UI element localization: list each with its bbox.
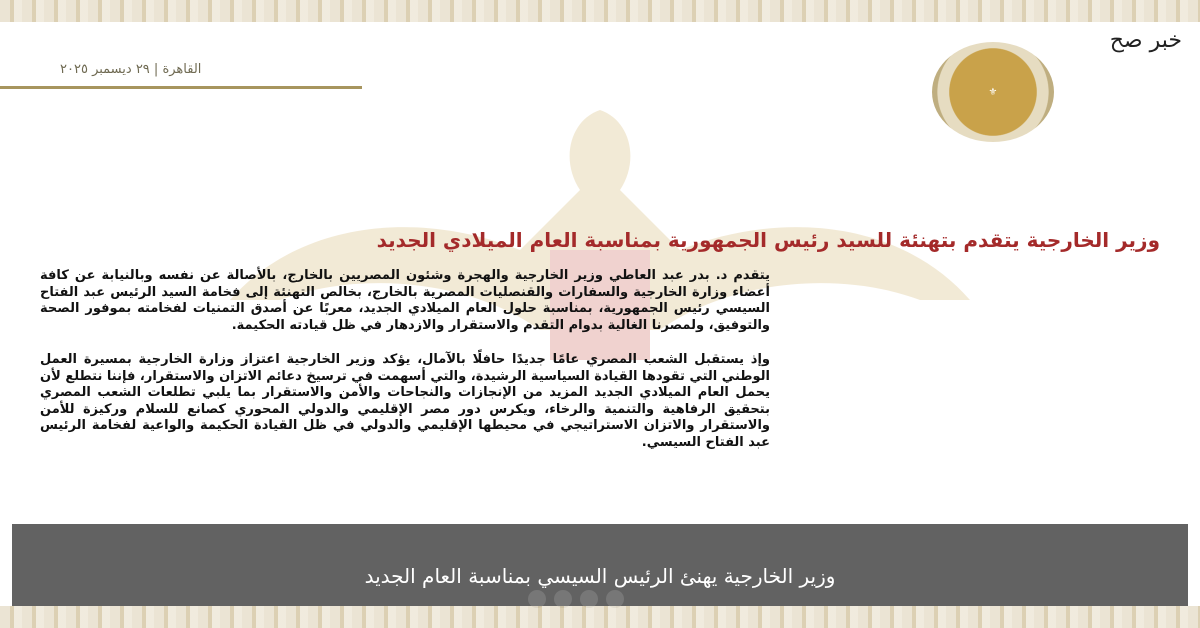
dateline: القاهرة | ٢٩ ديسمبر ٢٠٢٥ <box>60 62 202 77</box>
brand-logo: خبر صح <box>1109 28 1182 53</box>
decorative-border-top <box>0 0 1200 22</box>
divider <box>0 86 362 89</box>
body-paragraph: يتقدم د. بدر عبد العاطي وزير الخارجية والهجرة وشئون المصريين بالخارج، بالأصالة عن نفسه وبالنيابة عن كافة أعضاء وزارة الخارجية والسفارات والقنصليات المصرية بالخارج، بخالص التهنئة إلى فخامة السيد الرئيس عبد الفتاح السيسي رئيس الجمهورية، بمناسبة حلول العام الميلادي الجديد، معربًا عن أصدق التمنيات لفخامته بموفور الصحة والتوفيق، ولمصرنا الغالية بدوام التقدم والاستقرار والازدهار في ظل قيادته الحكيمة. <box>40 268 770 333</box>
caption-text: وزير الخارجية يهنئ الرئيس السيسي بمناسبة العام الجديد <box>364 564 836 588</box>
decorative-border-bottom <box>0 606 1200 628</box>
body-paragraph: وإذ يستقبل الشعب المصري عامًا جديدًا حافلًا بالآمال، يؤكد وزير الخارجية اعتزاز وزارة الخارجية بمسيرة العمل الوطني التي تقودها القيادة السياسية الرشيدة، والتي أسهمت في ترسيخ دعائم الاتزان والاستقرار، فإننا نتطلع لأن يحمل العام الميلادي الجديد المزيد من الإنجازات والنجاحات والأمن والاستقرار بما يلبي تطلعات الشعب المصري بتحقيق الرفاهية والتنمية والرخاء، ويكرس دور مصر الإقليمي والدولي المحوري كصانع للسلام وركيزة للأمن والاستقرار والاتزان الاستراتيجي في محيطها الإقليمي والدولي في ظل القيادة الحكيمة والواعية لفخامة الرئيس عبد الفتاح السيسي. <box>40 352 770 450</box>
headline: وزير الخارجية يتقدم بتهنئة للسيد رئيس الجمهورية بمناسبة العام الميلادي الجديد <box>376 228 1160 252</box>
ministry-seal-icon: ⚜ <box>932 42 1054 142</box>
